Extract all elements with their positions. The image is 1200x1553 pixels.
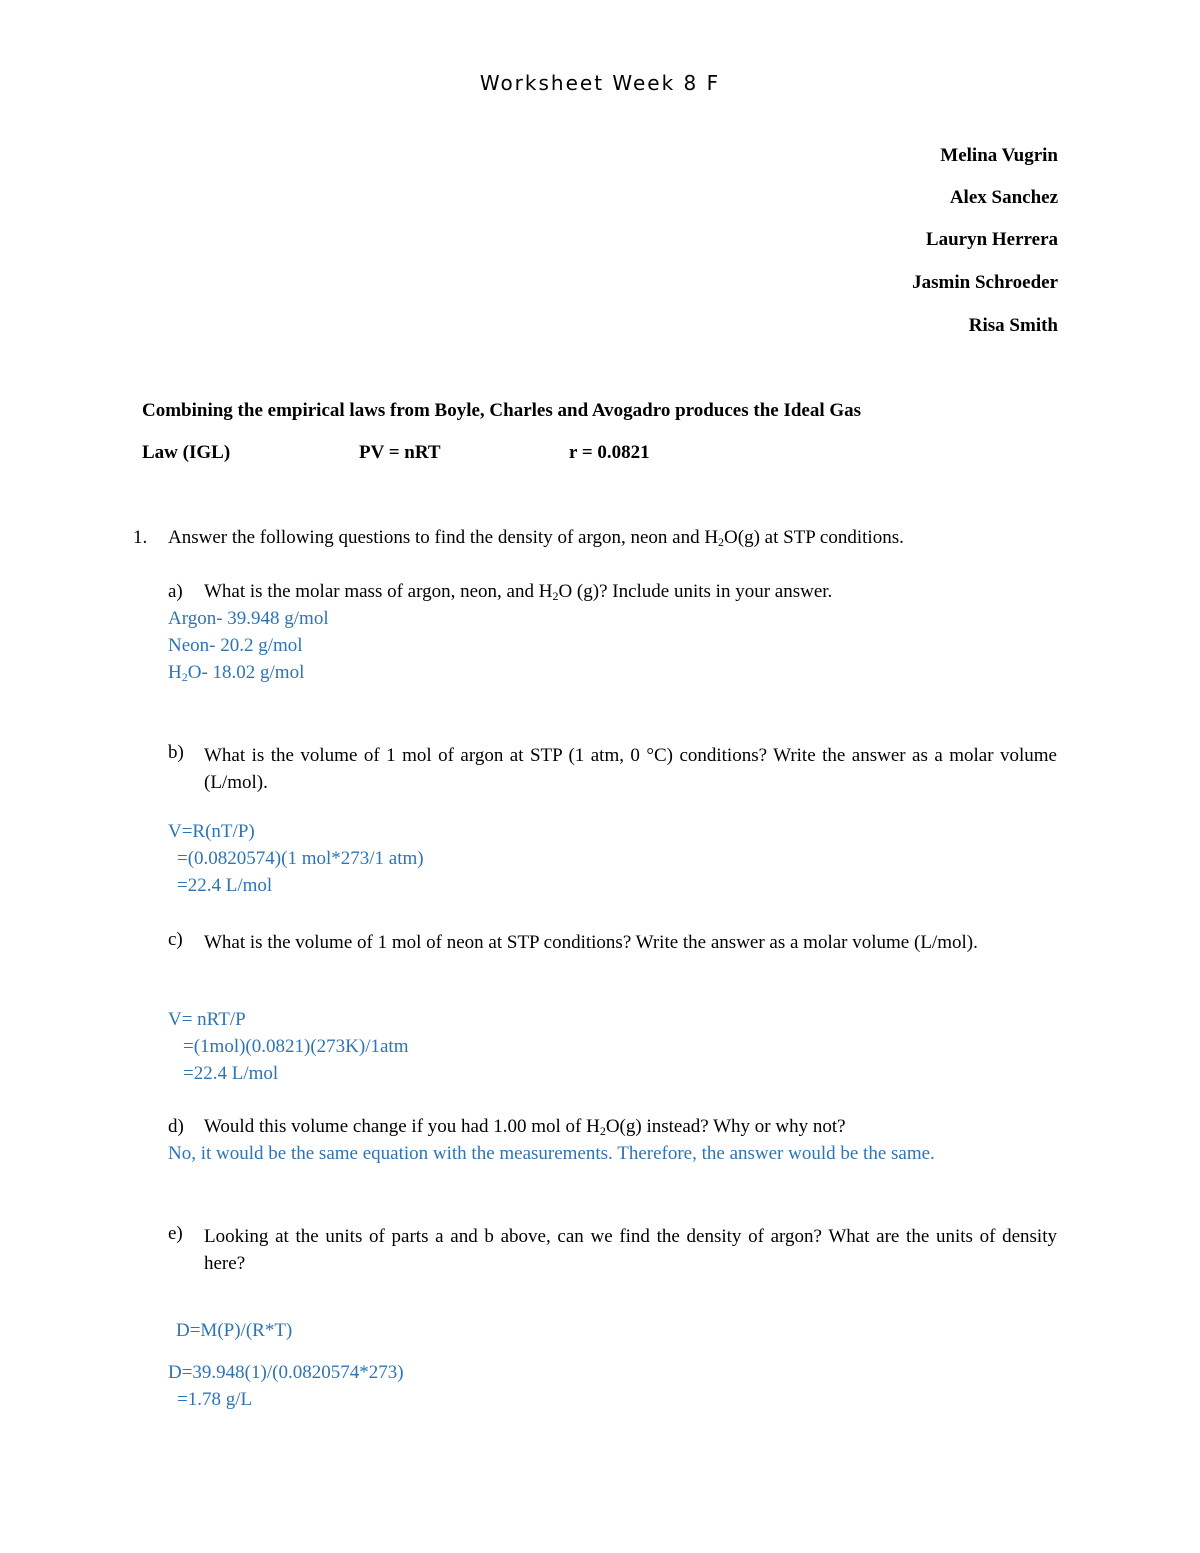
part-c-answer-formula: V= nRT/P bbox=[168, 1009, 246, 1030]
author-name: Lauryn Herrera bbox=[925, 229, 1058, 250]
author-name: Jasmin Schroeder bbox=[912, 272, 1058, 293]
part-d-answer: No, it would be the same equation with the measurements. Therefore, the answer would be the same. bbox=[168, 1143, 935, 1164]
part-e-question: Looking at the units of parts a and b above, can we find the density of argon? What are the units of density here? bbox=[204, 1226, 1057, 1274]
page-title: Worksheet Week 8 F bbox=[479, 71, 721, 95]
part-e-label: e) bbox=[168, 1223, 183, 1244]
part-b-label: b) bbox=[168, 742, 184, 763]
part-c-label: c) bbox=[168, 929, 183, 950]
part-a-question: What is the molar mass of argon, neon, and $H_2O$ (g)? Include units in your answer. bbox=[204, 581, 833, 603]
part-d-question: Would this volume change if you had 1.00 mol of $H_2O(g)$ instead? Why or why not? bbox=[204, 1116, 846, 1138]
part-a-answer-neon: Neon- 20.2 g/mol bbox=[168, 635, 303, 656]
part-c-answer-result: =22.4 L/mol bbox=[183, 1063, 279, 1084]
author-name: Alex Sanchez bbox=[949, 187, 1058, 208]
ideal-gas-equation: PV = nRT bbox=[359, 442, 441, 463]
part-b-answer-formula: V=R(nT/P) bbox=[168, 821, 255, 842]
question-number: 1. bbox=[133, 527, 148, 548]
part-b-answer-substitution: =(0.0820574)(1 mol*273/1 atm) bbox=[177, 848, 424, 869]
intro-statement: Combining the empirical laws from Boyle, Charles and Avogadro produces the Ideal Gas bbox=[142, 400, 862, 421]
part-a-label: a) bbox=[168, 581, 183, 602]
question-1-prompt: Answer the following questions to find the density of argon, neon and $H_2O(g)$ at STP conditions. bbox=[168, 527, 904, 549]
part-b-answer-result: =22.4 L/mol bbox=[177, 875, 273, 896]
part-e-answer-formula: D=M(P)/(R*T) bbox=[176, 1320, 293, 1341]
part-d-label: d) bbox=[168, 1116, 184, 1137]
part-c-question: What is the volume of 1 mol of neon at STP conditions? Write the answer as a molar volume (L/mol). bbox=[204, 932, 978, 953]
part-e-answer-result: =1.78 g/L bbox=[177, 1389, 253, 1410]
part-a-answer-argon: Argon- 39.948 g/mol bbox=[168, 608, 329, 629]
author-name: Melina Vugrin bbox=[940, 145, 1058, 166]
gas-constant: r = 0.0821 bbox=[569, 442, 650, 463]
part-c-answer-substitution: =(1mol)(0.0821)(273K)/1atm bbox=[183, 1036, 409, 1057]
part-b-question: What is the volume of 1 mol of argon at STP (1 atm, 0 °C) conditions? Write the answer as a molar volume (L/mol). bbox=[204, 745, 1057, 793]
law-label: Law (IGL) bbox=[142, 442, 231, 463]
part-e-answer-substitution: D=39.948(1)/(0.0820574*273) bbox=[168, 1362, 404, 1383]
author-name: Risa Smith bbox=[968, 315, 1058, 336]
part-a-answer-water: $H_2O-$ 18.02 g/mol bbox=[168, 662, 305, 684]
